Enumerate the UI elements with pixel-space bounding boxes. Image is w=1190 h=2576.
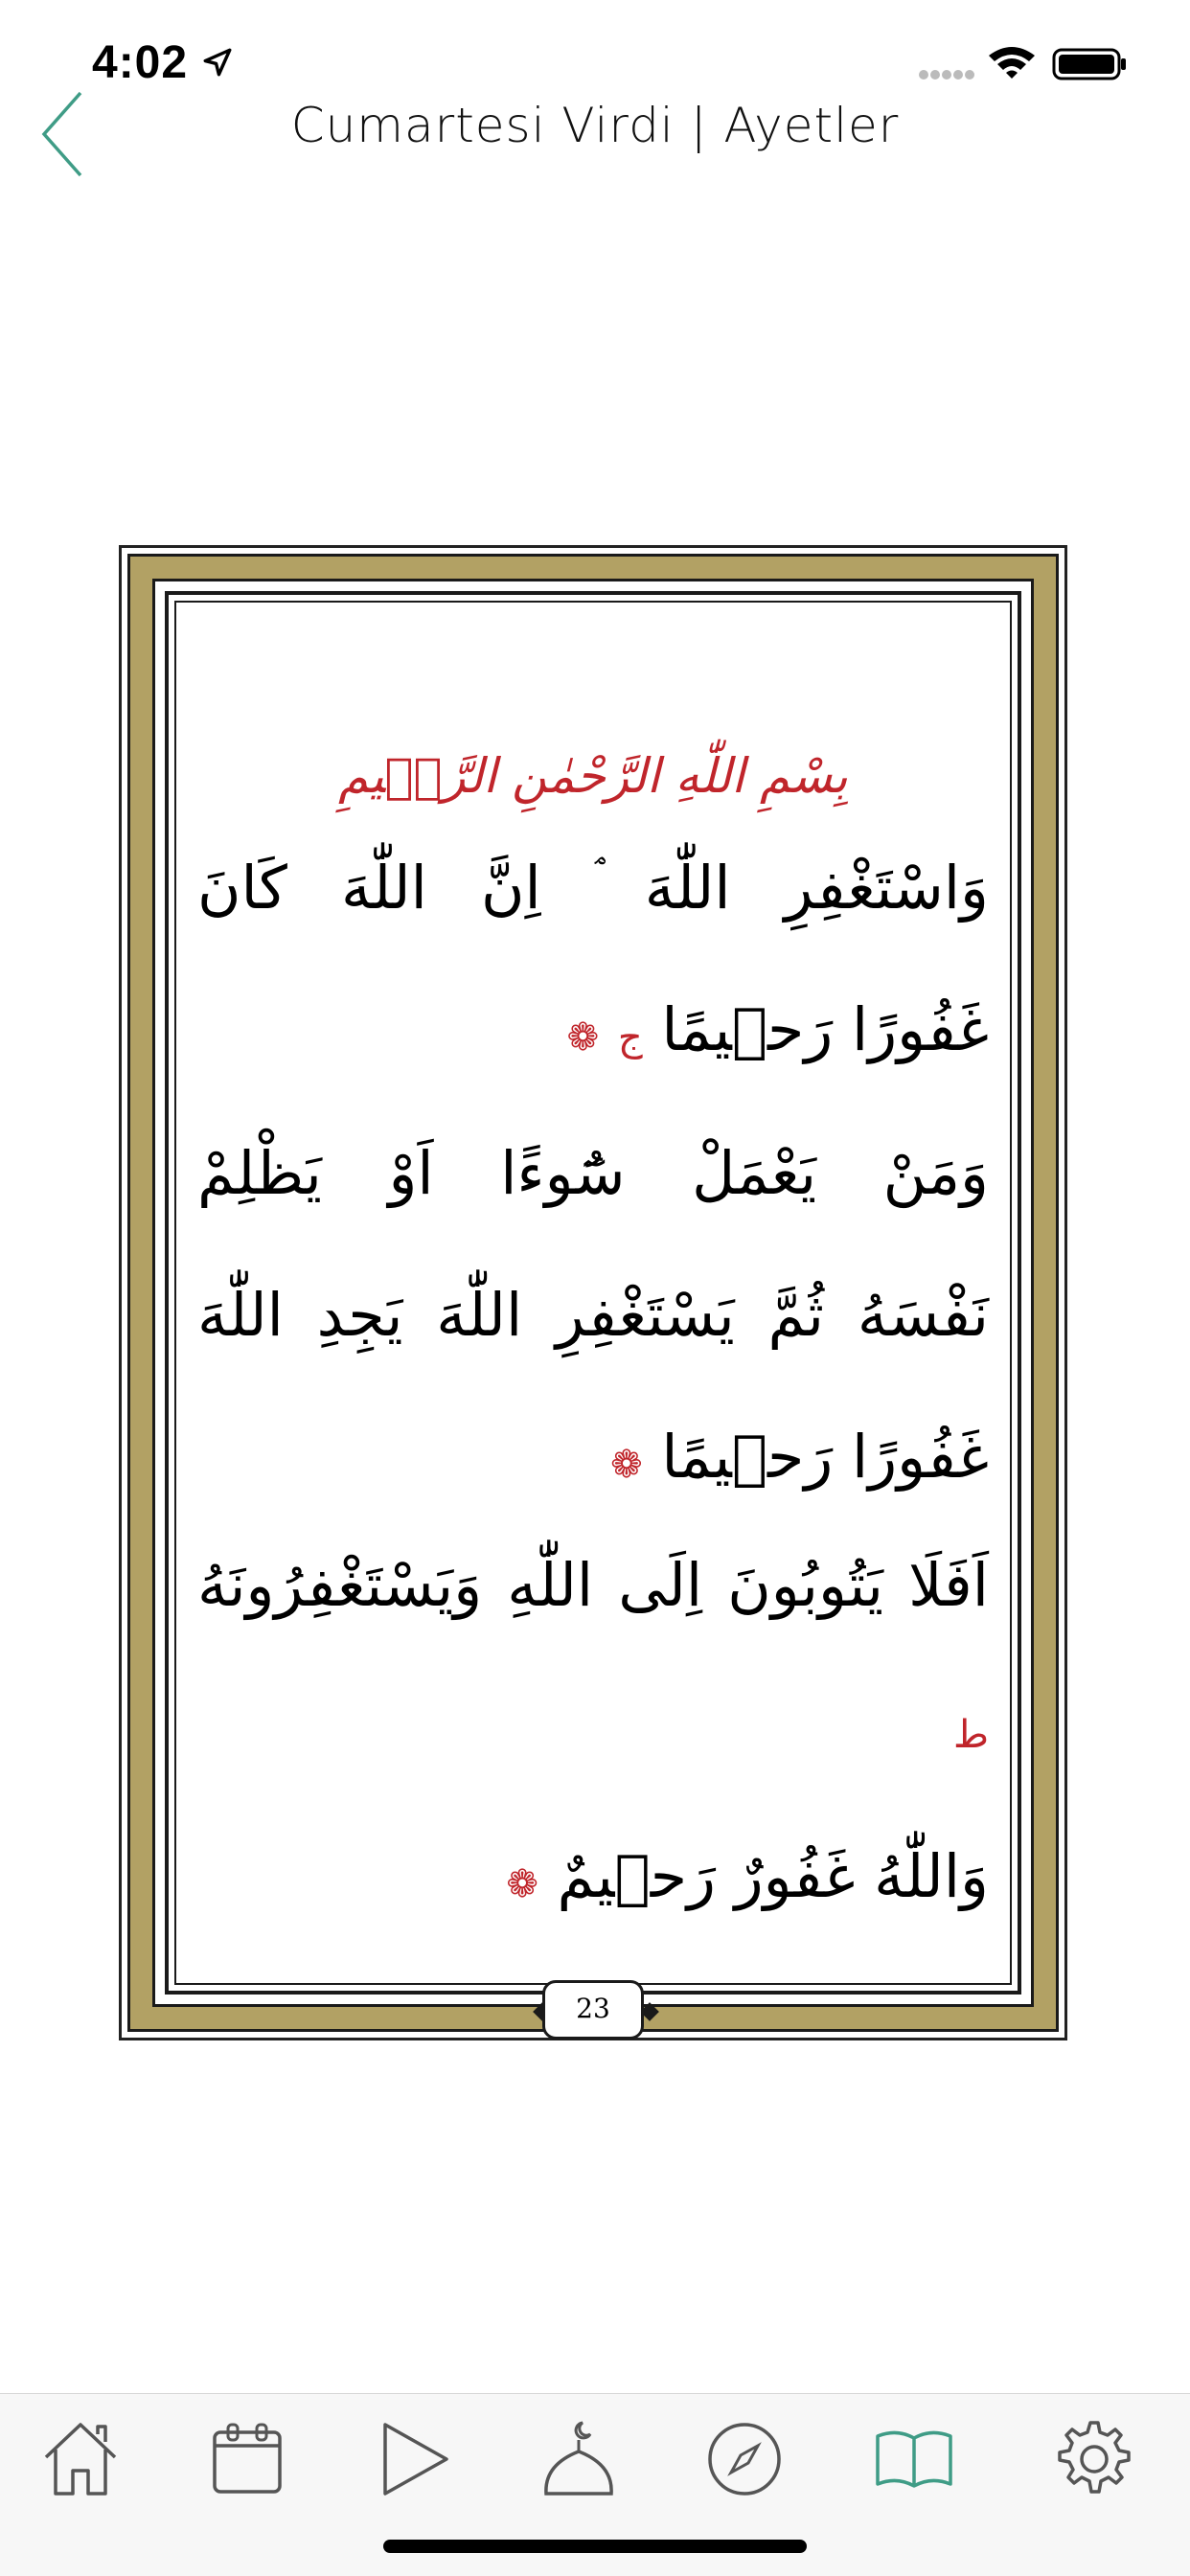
calendar-icon xyxy=(205,2417,289,2501)
compass-icon xyxy=(702,2417,787,2501)
wifi-icon xyxy=(987,44,1037,80)
tab-compass[interactable] xyxy=(697,2411,792,2507)
verse-2 xyxy=(197,1103,989,1536)
signal-dots-icon xyxy=(918,69,975,80)
tab-prayer[interactable] xyxy=(531,2411,627,2507)
navigation-bar xyxy=(0,86,1190,182)
page-number: 23 xyxy=(542,1980,644,2040)
verse-1-line-2: غَفُورًا رَح۪يمًا xyxy=(661,994,989,1064)
location-arrow-icon xyxy=(201,46,234,79)
back-button[interactable] xyxy=(29,86,96,182)
tab-calendar[interactable] xyxy=(199,2411,295,2507)
verse-3-line-1: اَفَلَا يَتُوبُونَ اِلَى اللّٰهِ وَيَسْتَغْفِرُونَهُ xyxy=(197,1550,989,1620)
verse-end-mark: ❁ xyxy=(566,1015,600,1060)
verse-2-line-1: وَمَنْ يَعْمَلْ سُٓوءًا اَوْ يَظْلِمْ xyxy=(197,1138,989,1208)
tab-play[interactable] xyxy=(364,2411,460,2507)
mosque-dome-icon xyxy=(537,2417,621,2501)
home-icon xyxy=(38,2417,123,2501)
tab-home[interactable] xyxy=(33,2411,128,2507)
verse-end-mark: ❁ xyxy=(610,1443,643,1487)
chevron-left-icon xyxy=(38,89,86,179)
verse-3-line-2: وَاللّٰهُ غَفُورٌ رَح۪يمٌ xyxy=(557,1841,989,1911)
verse-stop-mark: ط xyxy=(953,1713,989,1757)
verse-1 xyxy=(197,817,989,1108)
status-time: 4:02 xyxy=(92,37,189,88)
tab-settings[interactable] xyxy=(1046,2411,1142,2507)
battery-icon xyxy=(1052,46,1129,82)
quran-page xyxy=(119,545,1067,2040)
verse-stop-mark: ج xyxy=(617,1015,643,1060)
basmala: بِسْمِ اللّٰهِ الرَّحْمٰنِ الرَّح۪يمِ xyxy=(338,748,848,804)
page-frame xyxy=(127,554,1059,2032)
play-icon xyxy=(370,2417,454,2501)
verse-2-line-2: نَفْسَهُ ثُمَّ يَسْتَغْفِرِ اللّٰهَ يَجِدِ اللّٰهَ xyxy=(197,1280,989,1350)
verse-3 xyxy=(197,1515,989,1955)
verse-end-mark: ❁ xyxy=(506,1862,538,1906)
tab-book[interactable] xyxy=(866,2411,962,2507)
gear-icon xyxy=(1052,2417,1136,2501)
home-indicator[interactable] xyxy=(383,2540,807,2553)
open-book-icon xyxy=(872,2417,956,2501)
page-title: Cumartesi Virdi | Ayetler xyxy=(290,98,900,153)
verse-2-line-3: غَفُورًا رَح۪يمًا xyxy=(661,1422,989,1492)
verse-1-line-1: وَاسْتَغْفِرِ اللّٰهَ ۘ اِنَّ اللّٰهَ كَانَ xyxy=(197,853,989,923)
